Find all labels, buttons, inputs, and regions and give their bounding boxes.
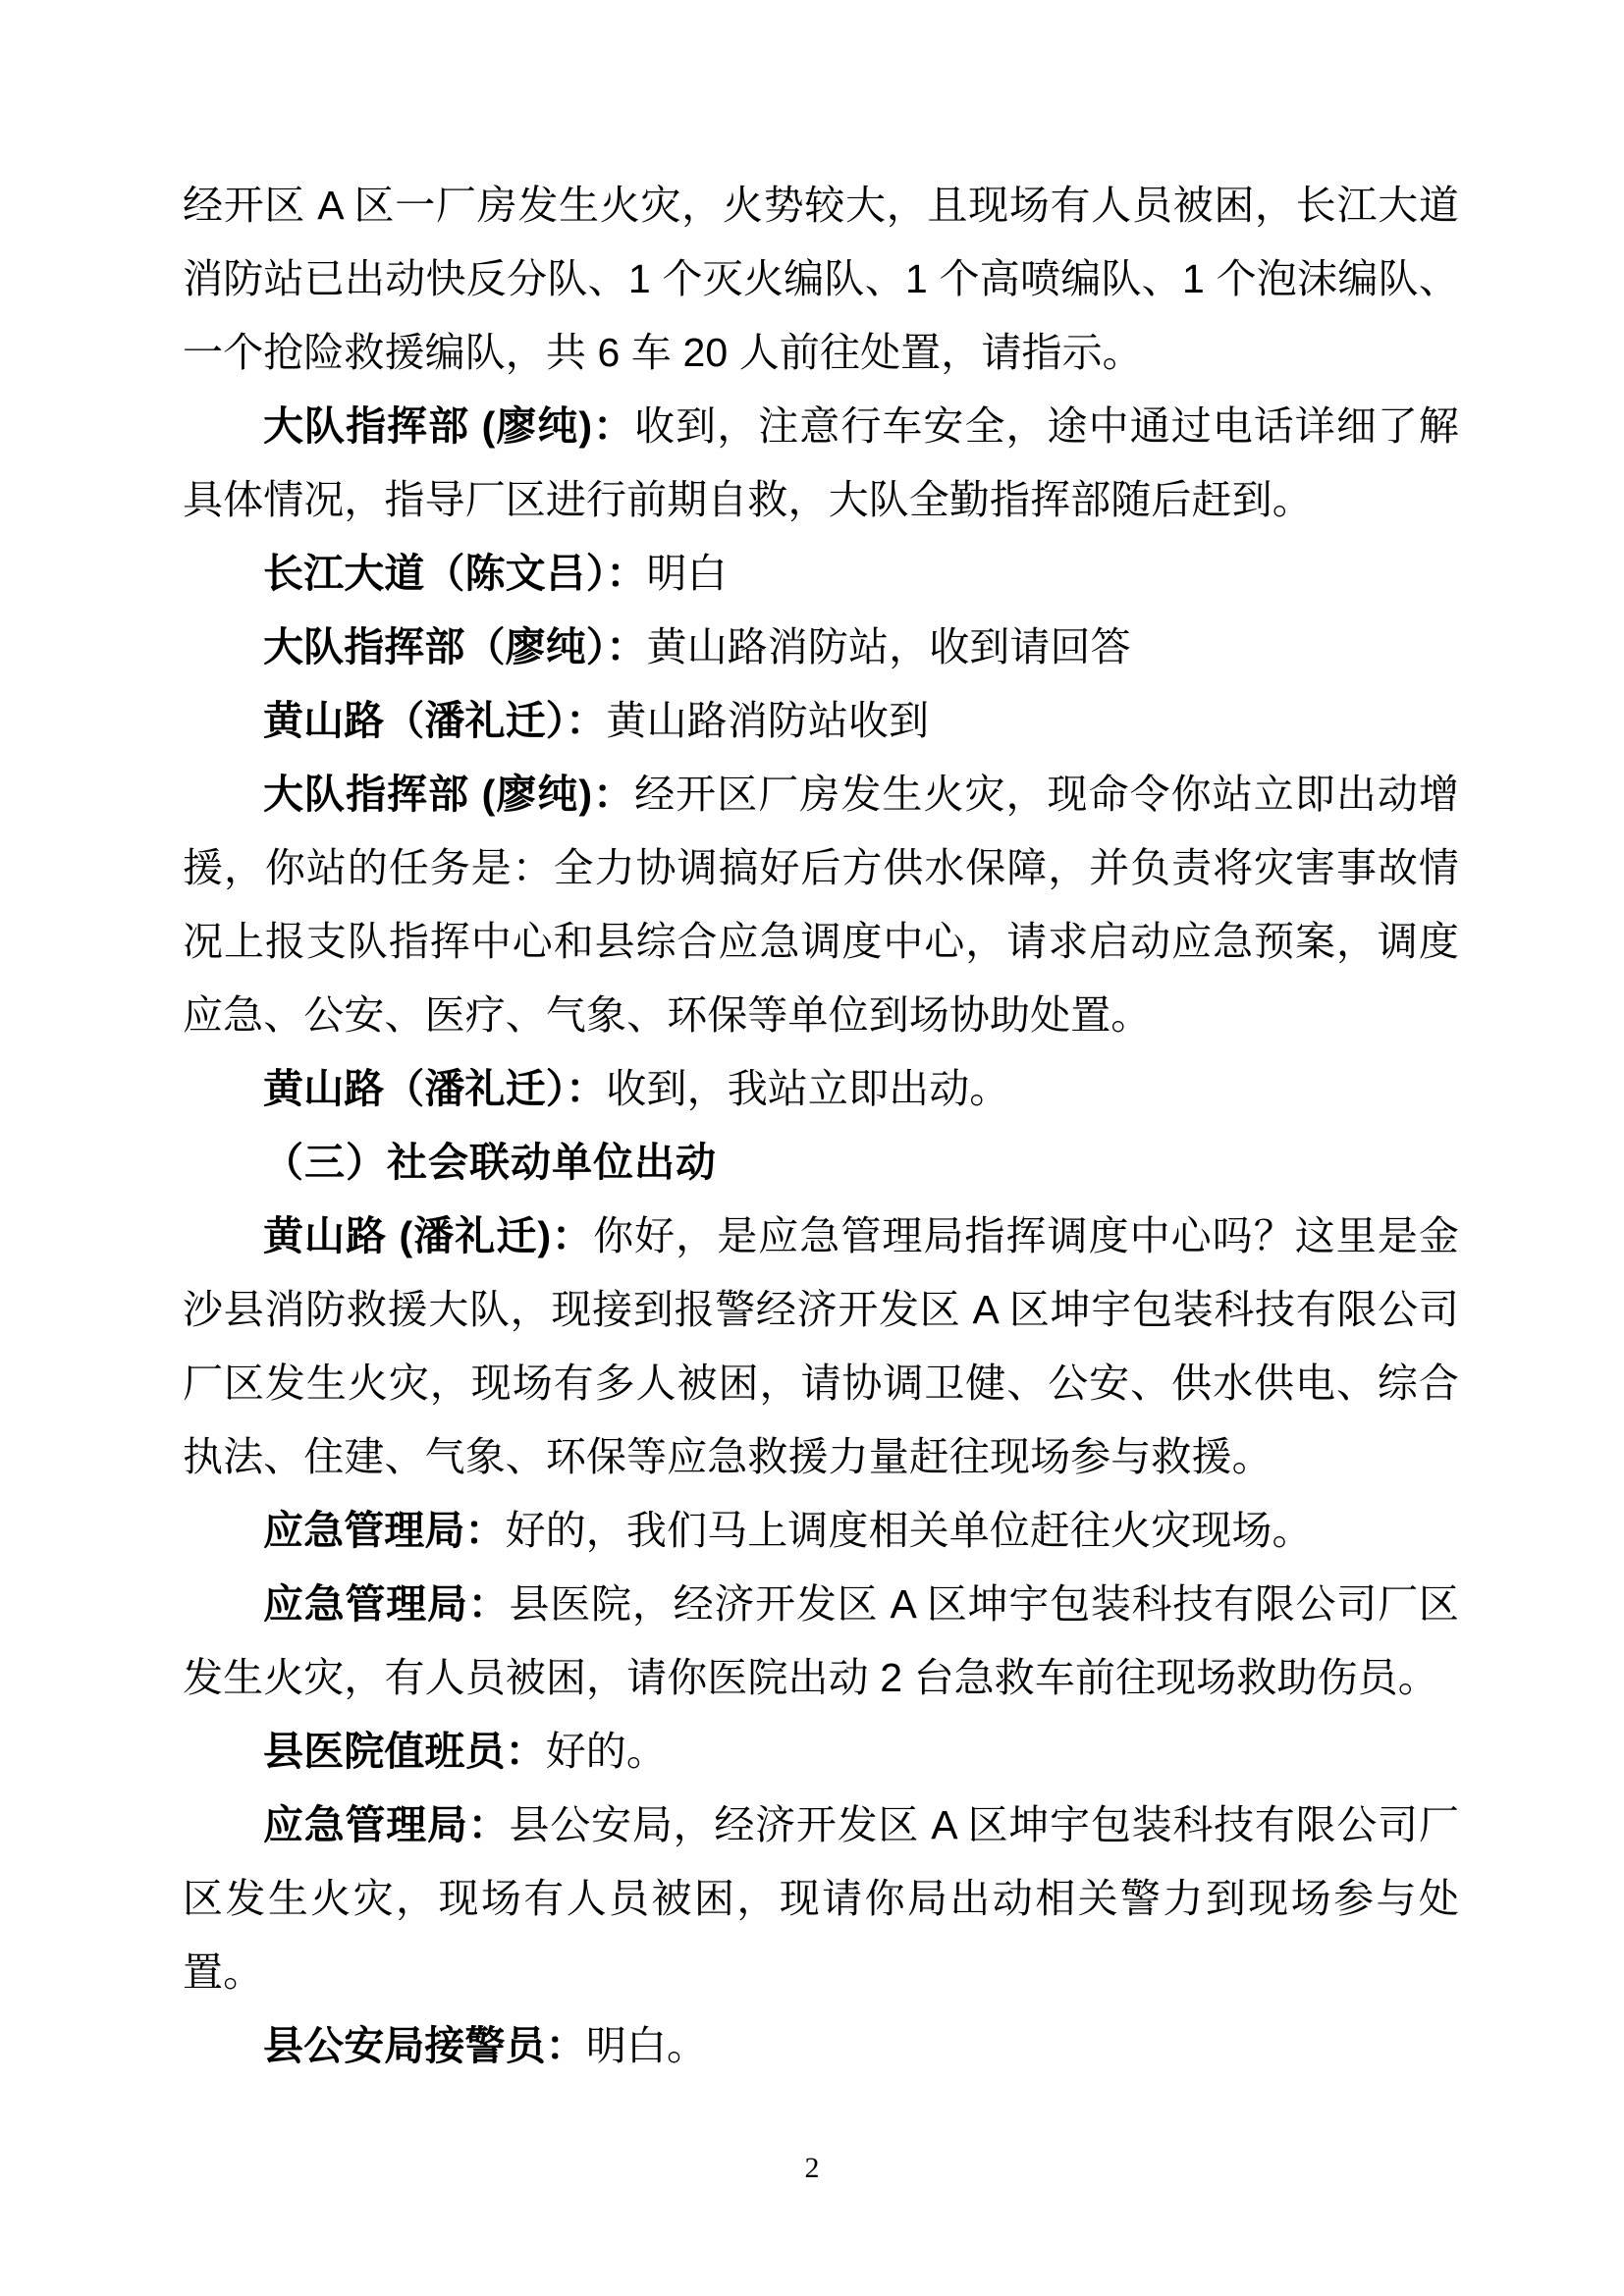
speaker-label: 县医院值班员：: [263, 1729, 546, 1774]
speaker-label: 长江大道（陈文吕）：: [263, 551, 647, 596]
paragraph-text: 县医院，经济开发区 A 区坤宇包装科技有限公司厂区发生火灾，有人员被困，请你医院出动 2 台急救车前往现场救助伤员。: [183, 1581, 1459, 1700]
dialogue-paragraph: [183, 1715, 1459, 1789]
body-paragraph: [183, 169, 1459, 390]
section-heading: [183, 1126, 1459, 1200]
speaker-label: 黄山路（潘礼迁）：: [263, 698, 607, 743]
dialogue-paragraph: [183, 2009, 1459, 2083]
paragraph-text: 经开区 A 区一厂房发生火灾，火势较大，且现场有人员被困，长江大道消防站已出动快反分队、1 个灭火编队、1 个高喷编队、1 个泡沫编队、一个抢险救援编队，共 6 车 20 人前往处置，请指示。: [183, 183, 1459, 375]
paragraph-text: 收到，注意行车安全，途中通过电话详细了解具体情况，指导厂区进行前期自救，大队全勤指挥部随后赶到。: [183, 403, 1460, 522]
dialogue-paragraph: [183, 1494, 1459, 1568]
speaker-label: 大队指挥部 (廖纯)：: [263, 772, 635, 817]
paragraph-text: 好的，我们马上调度相关单位赶往火灾现场。: [505, 1508, 1313, 1553]
paragraph-text: 收到，我站立即出动。: [606, 1066, 1010, 1111]
paragraph-text: 黄山路消防站，收到请回答: [646, 624, 1131, 669]
dialogue-paragraph: [183, 611, 1459, 684]
dialogue-paragraph: [183, 1052, 1459, 1126]
paragraph-text: 经开区厂房发生火灾，现命令你站立即出动增援，你站的任务是：全力协调搞好后方供水保障，并负责将灾害事故情况上报支队指挥中心和县综合应急调度中心，请求启动应急预案，调度应急、公安、医疗、气象、环保等单位到场协助处置。: [183, 772, 1460, 1038]
speaker-label: 应急管理局：: [263, 1802, 510, 1847]
speaker-label: 应急管理局：: [263, 1581, 510, 1627]
dialogue-paragraph: [183, 1789, 1459, 2009]
paragraph-text: 明白。: [585, 2023, 708, 2068]
page-body: [183, 169, 1459, 2083]
paragraph-text: 你好，是应急管理局指挥调度中心吗？这里是金沙县消防救援大队，现接到报警经济开发区 A 区坤宇包装科技有限公司厂区发生火灾，现场有多人被困，请协调卫健、公安、供水供电、综合执法、住建、气象、环保等应急救援力量赶往现场参与救援。: [183, 1213, 1459, 1479]
speaker-label: 大队指挥部（廖纯）：: [263, 624, 647, 669]
page-number: 2: [804, 2152, 820, 2184]
dialogue-paragraph: [183, 758, 1459, 1052]
speaker-label: 黄山路 (潘礼迁)：: [263, 1213, 594, 1258]
section-heading-text: （三）社会联动单位出动: [263, 1140, 717, 1185]
paragraph-text: 县公安局，经济开发区 A 区坤宇包装科技有限公司厂区发生火灾，现场有人员被困，现请你局出动相关警力到现场参与处置。: [183, 1802, 1459, 1995]
dialogue-paragraph: [183, 684, 1459, 758]
speaker-label: 大队指挥部 (廖纯)：: [263, 403, 635, 449]
dialogue-paragraph: [183, 1568, 1459, 1715]
paragraph-text: 明白: [646, 551, 728, 596]
speaker-label: 黄山路（潘礼迁）：: [263, 1066, 607, 1111]
paragraph-text: 好的。: [545, 1729, 668, 1774]
dialogue-paragraph: [183, 1200, 1459, 1494]
dialogue-paragraph: [183, 537, 1459, 611]
paragraph-text: 黄山路消防站收到: [606, 698, 930, 743]
speaker-label: 县公安局接警员：: [263, 2023, 586, 2068]
speaker-label: 应急管理局：: [263, 1508, 506, 1553]
dialogue-paragraph: [183, 390, 1459, 537]
